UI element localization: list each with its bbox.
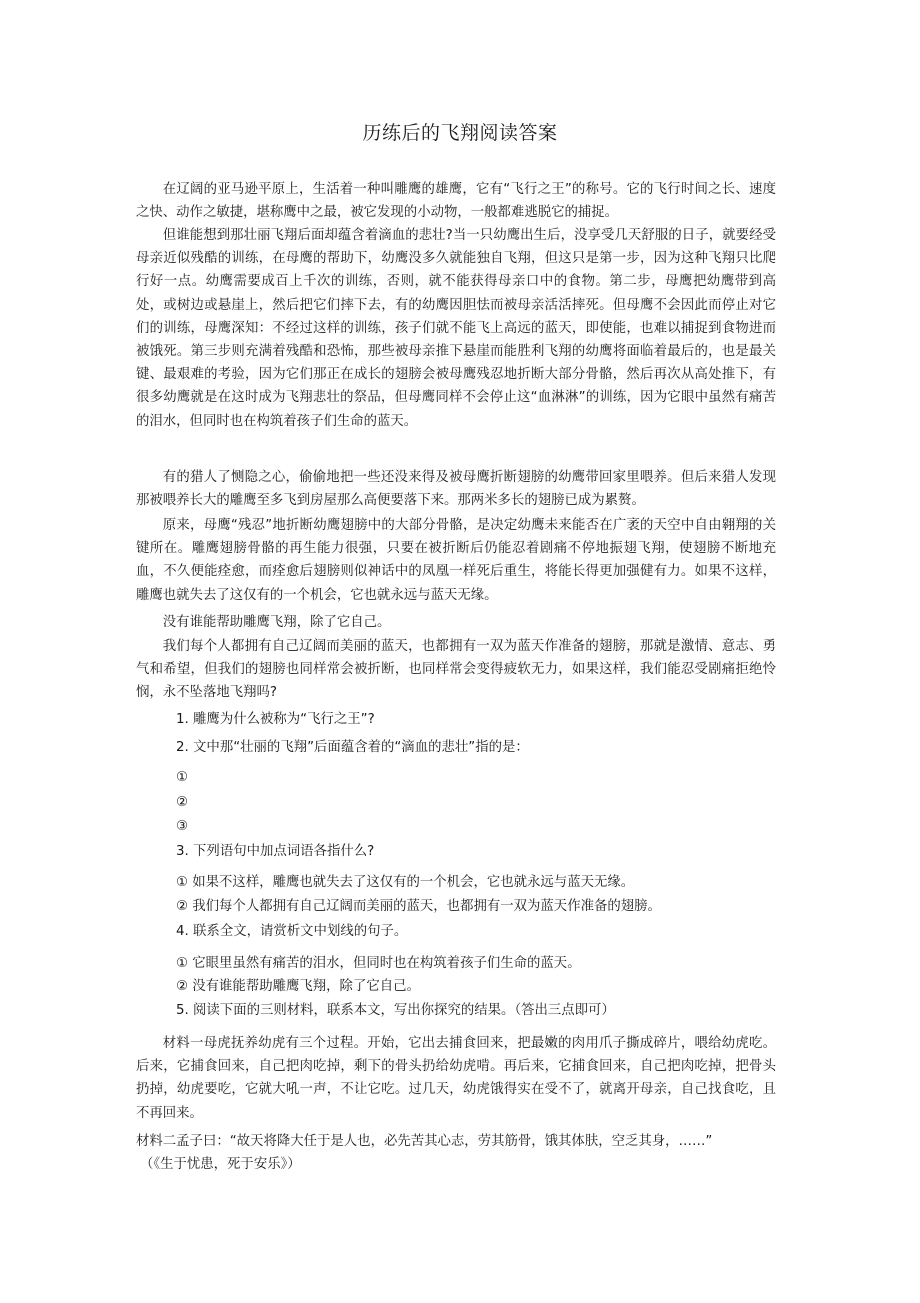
question-4-option-1: ① 它眼里虽然有痛苦的泪水，但同时也在构筑着孩子们生命的蓝天。 bbox=[176, 956, 581, 971]
paragraph-1: 在辽阔的亚马逊平原上，生活着一种叫雕鹰的雄鹰，它有“飞行之王”的称号。它的飞行时间之长、速度之快、动作之敏捷，堪称鹰中之最，被它发现的小动物，一般都难逃脱它的捕捉。 bbox=[136, 182, 776, 221]
paragraph-2: 但谁能想到那壮丽飞翔后面却蕴含着滴血的悲壮?当一只幼鹰出生后，没享受几天舒服的日子，就要经受母亲近似残酷的训练，在母鹰的帮助下，幼鹰没多久就能独自飞翔，但这只是第一步，因为这种飞翔只比爬行好一点。幼鹰需要成百上千次的训练，否则，就不能获得母亲口中的食物。第二步，母鹰把幼鹰带到高处，或树边或悬崖上，然后把它们摔下去，有的幼鹰因胆怯而被母亲活活摔死。但母鹰不会因此而停止对它们的训练，母鹰深知：不经过这样的训练，孩子们就不能飞上高远的蓝天，即使能，也难以捕捉到食物进而被饿死。第三步则充满着残酷和恐怖，那些被母亲推下悬崖而能胜利飞翔的幼鹰将面临着最后的，也是最关键、最艰难的考验，因为它们那正在成长的翅膀会被母鹰残忍地折断大部分骨骼，然后再次从高处推下，有很多幼鹰就是在这时成为飞翔悲壮的祭品，但母鹰同样不会停止这“血淋淋”的训练，因为它眼中虽然有痛苦的泪水，但同时也在构筑着孩子们生命的蓝天。 bbox=[136, 228, 776, 429]
paragraph-6: 我们每个人都拥有自己辽阔而美丽的蓝天，也都拥有一双为蓝天作准备的翅膀，那就是激情、意志、勇气和希望，但我们的翅膀也同样常会被折断，也同样常会变得疲软无力，如果这样，我们能忍受剧痛拒绝怜悯，永不坠落地飞翔吗? bbox=[136, 639, 776, 701]
paragraph-5: 没有谁能帮助雕鹰飞翔，除了它自己。 bbox=[162, 615, 391, 630]
paragraph-4: 原来，母鹰“残忍”地折断幼鹰翅膀中的大部分骨骼，是决定幼鹰未来能否在广袤的天空中自由翱翔的关键所在。雕鹰翅膀骨骼的再生能力很强，只要在被折断后仍能忍着剧痛不停地振翅飞翔，使翅膀不断地充血，不久便能痊愈，而痊愈后翅膀则似神话中的凤凰一样死后重生，将能长得更加强健有力。如果不这样，雕鹰也就失去了这仅有的一个机会，它也就永远与蓝天无缘。 bbox=[136, 518, 776, 603]
material-2: 材料二孟子曰：“故天将降大任于是人也，必先苦其心志，劳其筋骨，饿其体肤，空乏其身，……” bbox=[136, 1134, 713, 1149]
question-2-option-1: ① bbox=[176, 770, 189, 785]
document-title: 历练后的飞翔阅读答案 bbox=[362, 122, 558, 144]
question-5: 5. 阅读下面的三则材料，联系本文，写出你探究的结果。（答出三点即可） bbox=[176, 1003, 615, 1018]
question-1: 1. 雕鹰为什么被称为“飞行之王”? bbox=[176, 712, 375, 727]
question-2-option-2: ② bbox=[176, 795, 189, 810]
question-4: 4. 联系全文，请赏析文中划线的句子。 bbox=[176, 924, 408, 939]
material-1: 材料一母虎抚养幼虎有三个过程。开始，它出去捕食回来，把最嫩的肉用爪子撕成碎片，喂给幼虎吃。后来，它捕食回来，自己把肉吃掉，剩下的骨头扔给幼虎啃。再后来，它捕食回来，自己把肉吃掉，把骨头扔掉，幼虎要吃，它就大吼一声，不让它吃。过几天，幼虎饿得实在受不了，就离开母亲，自己找食吃，且不再回来。 bbox=[136, 1036, 776, 1121]
paragraph-3: 有的猎人了恻隐之心，偷偷地把一些还没来得及被母鹰折断翅膀的幼鹰带回家里喂养。但后来猎人发现那被喂养长大的雕鹰至多飞到房屋那么高便要落下来。那两米多长的翅膀已成为累赘。 bbox=[136, 470, 776, 509]
question-2: 2. 文中那“壮丽的飞翔”后面蕴含着的“滴血的悲壮”指的是： bbox=[176, 740, 529, 755]
question-4-option-2: ② 没有谁能帮助雕鹰飞翔，除了它自己。 bbox=[176, 979, 420, 994]
question-2-option-3: ③ bbox=[176, 819, 189, 834]
question-3-option-1: ① 如果不这样，雕鹰也就失去了这仅有的一个机会，它也就永远与蓝天无缘。 bbox=[176, 875, 635, 890]
material-2-source: （《生于忧患，死于安乐》） bbox=[140, 1157, 301, 1172]
question-3: 3. 下列语句中加点词语各指什么? bbox=[176, 844, 375, 859]
question-3-option-2: ② 我们每个人都拥有自己辽阔而美丽的蓝天，也都拥有一双为蓝天作准备的翅膀。 bbox=[176, 899, 661, 914]
